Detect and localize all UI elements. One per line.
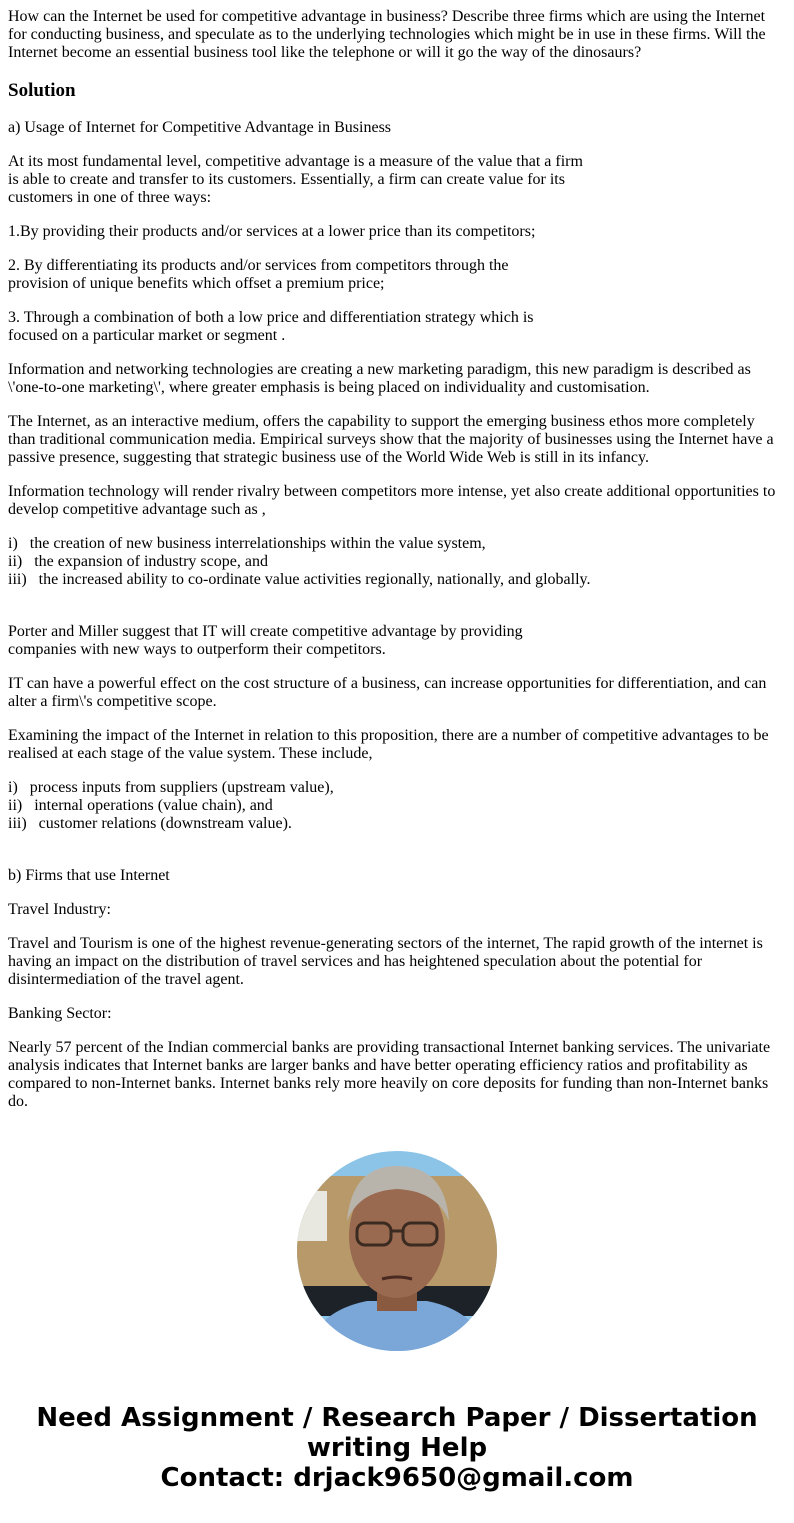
internet-paragraph: The Internet, as an interactive medium, offers the capability to support the emerging business ethos more completely than traditional communication media. Empirical surveys show that the majority of businesses using the Internet have a passive presence, suggesting that strategic business use of the World Wide Web is still in its infancy.: [8, 413, 774, 466]
list-item: i) process inputs from suppliers (upstream value),: [8, 779, 334, 796]
text-line: customers in one of three ways:: [8, 189, 212, 206]
author-photo-container: [0, 1127, 794, 1351]
advantages-list: [8, 535, 786, 607]
list-item: iii) the increased ability to co-ordinate value activities regionally, nationally, and globally.: [8, 571, 591, 588]
list-item: iii) customer relations (downstream value).: [8, 815, 292, 832]
intro-paragraph: [8, 153, 786, 207]
banner-line: Need Assignment / Research Paper / Dissertation: [36, 1403, 758, 1433]
text-line: focused on a particular market or segment .: [8, 327, 286, 344]
list-item: ii) the expansion of industry scope, and: [8, 553, 268, 570]
banking-heading: Banking Sector:: [8, 1005, 112, 1022]
banner-line: writing Help: [306, 1433, 488, 1463]
text-line: provision of unique benefits which offset a premium price;: [8, 275, 385, 292]
examining-paragraph: Examining the impact of the Internet in relation to this proposition, there are a number of competitive advantages to be realised at each stage of the value system. These include,: [8, 727, 769, 762]
contact-email: Contact: drjack9650@gmail.com: [160, 1463, 634, 1493]
text-line: companies with new ways to outperform their competitors.: [8, 641, 386, 658]
text-line: 3. Through a combination of both a low price and differentiation strategy which is: [8, 309, 534, 326]
text-line: is able to create and transfer to its customers. Essentially, a firm can create value for its: [8, 171, 565, 188]
way-2: [8, 257, 786, 293]
it-paragraph: Information technology will render rivalry between competitors more intense, yet also create additional opportunities to develop competitive advantage such as ,: [8, 483, 776, 518]
banking-paragraph: Nearly 57 percent of the Indian commercial banks are providing transactional Internet banking services. The univariate analysis indicates that Internet banks are larger banks and have better operating efficiency ratios and profitability as compared to non-Internet banks. Internet banks rely more heavily on core deposits for funding than non-Internet banks do.: [8, 1039, 771, 1110]
cost-paragraph: IT can have a powerful effect on the cost structure of a business, can increase opportunities for differentiation, and can alter a firm\'s competitive scope.: [8, 675, 767, 710]
section-b-title: b) Firms that use Internet: [8, 867, 170, 884]
value-system-list: [8, 779, 786, 851]
text-line: Porter and Miller suggest that IT will create competitive advantage by providing: [8, 623, 523, 640]
way-1: 1.By providing their products and/or services at a lower price than its competitors;: [8, 223, 536, 240]
list-item: i) the creation of new business interrelationships within the value system,: [8, 535, 486, 552]
way-3: [8, 309, 786, 345]
text-line: 2. By differentiating its products and/or services from competitors through the: [8, 257, 509, 274]
travel-paragraph: Travel and Tourism is one of the highest revenue-generating sectors of the internet, The rapid growth of the internet is having an impact on the distribution of travel services and has heightened speculation about the potential for disintermediation of the travel agent.: [8, 935, 763, 988]
section-a-title: a) Usage of Internet for Competitive Advantage in Business: [8, 119, 392, 136]
solution-heading: Solution: [8, 80, 76, 101]
porter-paragraph: [8, 623, 786, 659]
travel-heading: Travel Industry:: [8, 901, 111, 918]
author-photo: [297, 1151, 497, 1351]
text-line: At its most fundamental level, competitive advantage is a measure of the value that a firm: [8, 153, 583, 170]
contact-banner: [0, 1403, 794, 1513]
question-text: How can the Internet be used for competitive advantage in business? Describe three firms which are using the Internet for conducting business, and speculate as to the underlying technologies which might be in use in these firms. Will the Internet become an essential business tool like the telephone or will it go the way of the dinosaurs?: [8, 8, 766, 61]
paradigm-paragraph: Information and networking technologies are creating a new marketing paradigm, this new paradigm is described as \'one-to-one marketing\', where greater emphasis is being placed on individuality and customisation.: [8, 361, 751, 396]
list-item: ii) internal operations (value chain), and: [8, 797, 273, 814]
